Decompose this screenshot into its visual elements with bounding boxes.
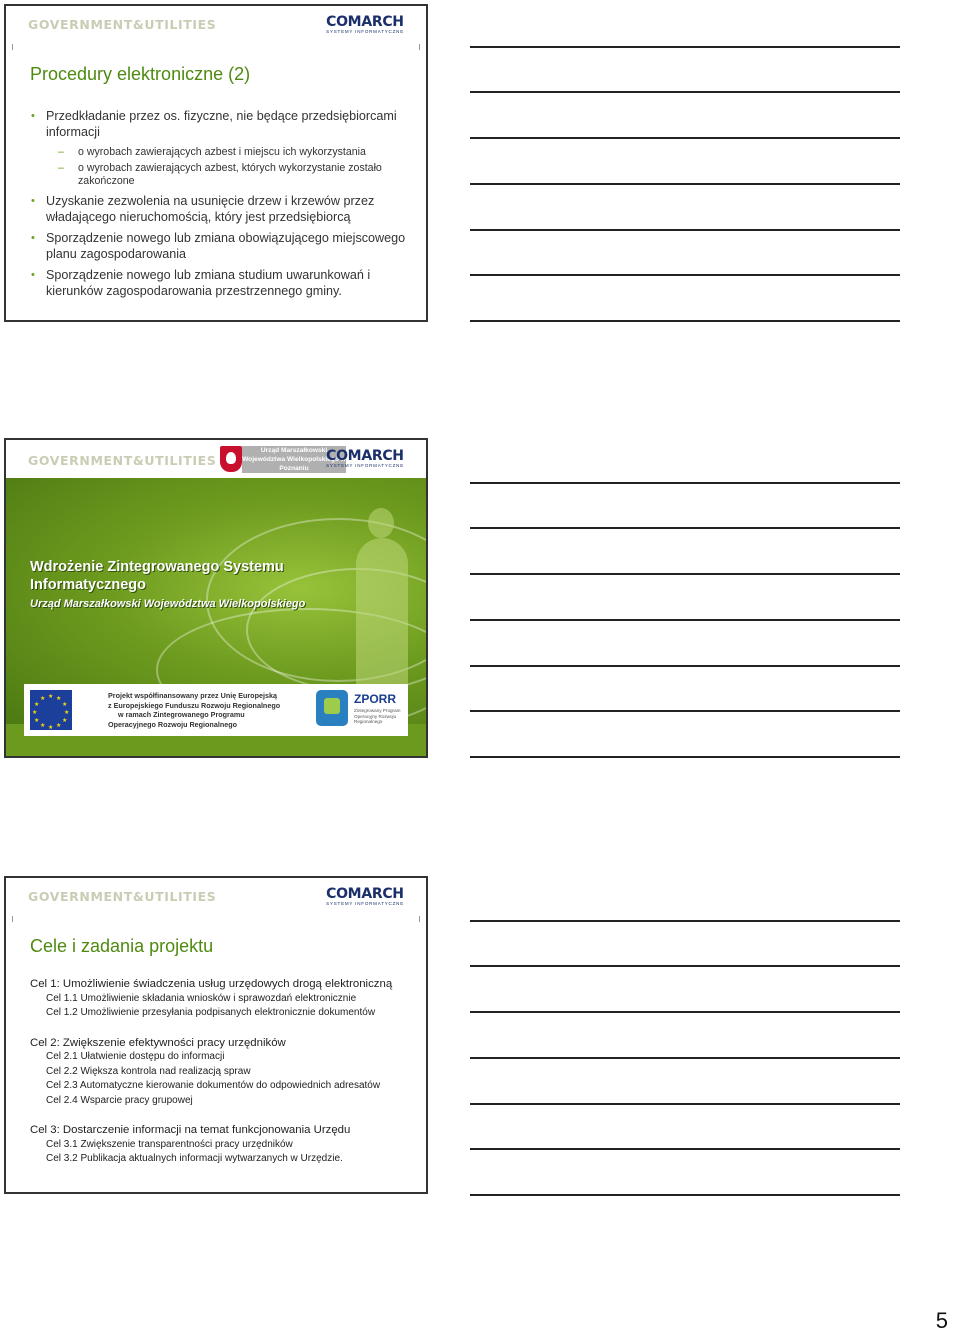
zporr-subtitle: Zintegrowany Program Operacyjny Rozwoju Regionalnego [354,708,401,725]
slide-header [6,6,426,42]
subgoal-item: Cel 3.1 Zwiększenie transparentności pracy urzędników [46,1138,293,1150]
bullet-item: • Sporządzenie nowego lub zmiana studium uwarunkowań i kierunków zagospodarowania przestrzennego gminy. [30,268,416,299]
zporr-logo: ZPORR [354,692,396,706]
urzad-marszalkowski-label: Urząd Marszałkowski Województwa Wielkopolskiego w Poznaniu [242,447,346,472]
slide-title: Procedury elektroniczne (2) [30,64,251,84]
funding-banner [24,684,408,736]
goal-item: Cel 3: Dostarczenie informacji na temat funkcjonowania Urzędu [30,1124,351,1136]
coat-of-arms-icon [220,446,242,472]
slide-body [30,977,416,1167]
subgoal-item: Cel 1.1 Umożliwienie składania wniosków i sprawozdań elektronicznie [46,992,357,1004]
title-line: Wdrożenie Zintegrowanego Systemu [30,559,284,575]
slide-procedury [4,4,428,322]
slide-cele [4,876,428,1194]
government-utilities-logo: GOVERNMENT&UTILITIES [28,889,217,904]
eu-text-line: z Europejskiego Funduszu Rozwoju Regionalnego [108,700,281,710]
presentation-title [30,558,284,594]
subgoal-item: Cel 3.2 Publikacja aktualnych informacji wytwarzanych w Urzędzie. [46,1153,343,1164]
subgoal-item: Cel 2.4 Wsparcie pracy grupowej [46,1094,193,1106]
bullet-item: • Sporządzenie nowego lub zmiana obowiązującego miejscowego planu zagospodarowania [30,231,416,262]
corner-tick [12,44,13,50]
eu-funding-text [108,691,280,729]
eu-text-line: Operacyjnego Rozwoju Regionalnego [108,719,237,729]
eu-flag-icon: ★ ★ ★ ★ ★ ★ ★ ★ ★ ★ ★ ★ [30,690,72,730]
corner-tick [419,916,420,922]
bullet-item: • Przedkładanie przez os. fizyczne, nie będące przedsiębiorcami informacji [30,109,416,140]
sub-bullet-item: – o wyrobach zawierających azbest i miejscu ich wykorzystania [30,146,416,159]
slide-title-project [4,438,428,758]
comarch-logo [326,887,404,907]
comarch-logo [326,449,404,469]
subgoal-item: Cel 1.2 Umożliwienie przesyłania podpisanych elektronicznie dokumentów [46,1007,376,1018]
corner-tick [419,44,420,50]
goal-item: Cel 2: Zwiększenie efektywności pracy urzędników [30,1036,286,1049]
sub-bullet-item: – o wyrobach zawierających azbest, których wykorzystanie zostało zakończone [30,162,416,188]
comarch-logo [326,15,404,35]
corner-tick [12,916,13,922]
slide-header [6,878,426,914]
comarch-logo-text: COMARCH [326,448,404,464]
subgoal-item: Cel 2.1 Ułatwienie dostępu do informacji [46,1051,225,1062]
subgoal-item: Cel 2.2 Większa kontrola nad realizacją spraw [46,1065,251,1077]
eu-text-line: Projekt współfinansowany przez Unię Europejską [108,691,277,700]
title-line: Informatycznego [30,577,147,593]
comarch-logo-text: COMARCH [326,886,404,902]
man-silhouette-icon [356,538,408,688]
comarch-logo-text: COMARCH [326,14,404,30]
comarch-logo-sub: SYSTEMY INFORMATYCZNE [326,463,404,468]
puzzle-logo-icon [316,690,348,726]
slide-header [6,440,426,478]
comarch-logo-sub: SYSTEMY INFORMATYCZNE [326,901,404,906]
eu-text-line: w ramach Zintegrowanego Programu [118,710,245,720]
presentation-subtitle: Urząd Marszałkowski Województwa Wielkopolskiego [30,598,306,610]
goal-item: Cel 1: Umożliwienie świadczenia usług urzędowych drogą elektroniczną [30,978,393,990]
subgoal-item: Cel 2.3 Automatyczne kierowanie dokumentów do odpowiednich adresatów [46,1080,381,1091]
bullet-item: • Uzyskanie zezwolenia na usunięcie drzew i krzewów przez władającego nieruchomością, który jest przedsiębiorcą [30,194,416,225]
page-number: 5 [935,1308,948,1333]
slide-body [30,109,416,305]
government-utilities-logo: GOVERNMENT&UTILITIES [28,453,217,468]
comarch-logo-sub: SYSTEMY INFORMATYCZNE [326,29,404,34]
slide-title: Cele i zadania projektu [30,936,214,956]
government-utilities-logo: GOVERNMENT&UTILITIES [28,17,217,32]
